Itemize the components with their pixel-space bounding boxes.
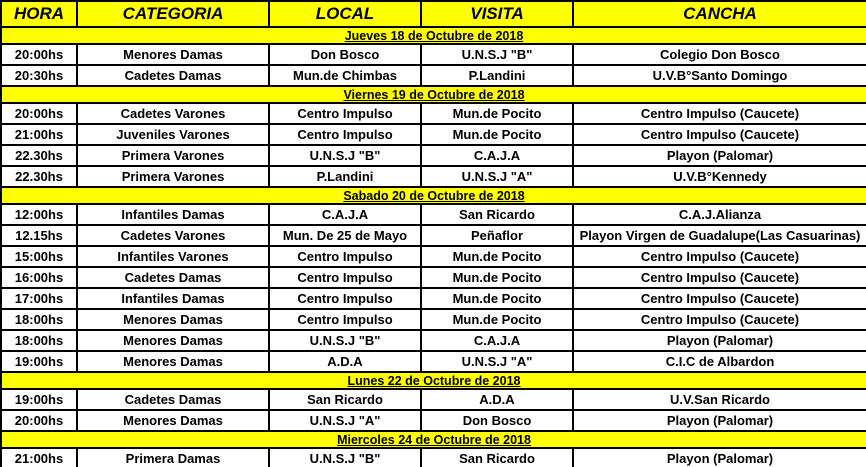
hora-cell: 19:00hs: [1, 389, 77, 410]
categoria-cell: Infantiles Damas: [77, 288, 269, 309]
cancha-cell: Playon (Palomar): [573, 448, 866, 467]
local-cell: Don Bosco: [269, 44, 421, 65]
visita-cell: U.N.S.J "A": [421, 351, 573, 372]
hora-cell: 12.15hs: [1, 225, 77, 246]
local-cell: U.N.S.J "A": [269, 410, 421, 431]
cancha-cell: U.V.San Ricardo: [573, 389, 866, 410]
local-cell: U.N.S.J "B": [269, 448, 421, 467]
match-row: [1, 246, 866, 267]
hora-cell: 12:00hs: [1, 204, 77, 225]
cancha-cell: Centro Impulso (Caucete): [573, 288, 866, 309]
visita-cell: C.A.J.A: [421, 145, 573, 166]
hora-cell: 21:00hs: [1, 124, 77, 145]
local-cell: Centro Impulso: [269, 124, 421, 145]
hora-cell: 20:00hs: [1, 44, 77, 65]
visita-cell: San Ricardo: [421, 204, 573, 225]
date-row-jueves-18: [1, 27, 866, 44]
column-header-visita: VISITA: [421, 1, 573, 27]
categoria-cell: Cadetes Varones: [77, 103, 269, 124]
local-cell: U.N.S.J "B": [269, 145, 421, 166]
match-row: [1, 124, 866, 145]
hora-cell: 20:00hs: [1, 410, 77, 431]
cancha-cell: Centro Impulso (Caucete): [573, 246, 866, 267]
visita-cell: Mun.de Pocito: [421, 267, 573, 288]
date-label: Sabado 20 de Octubre de 2018: [1, 187, 866, 204]
hora-cell: 20:30hs: [1, 65, 77, 86]
visita-cell: Mun.de Pocito: [421, 124, 573, 145]
cancha-cell: C.I.C de Albardon: [573, 351, 866, 372]
column-header-cancha: CANCHA: [573, 1, 866, 27]
hora-cell: 17:00hs: [1, 288, 77, 309]
local-cell: San Ricardo: [269, 389, 421, 410]
visita-cell: U.N.S.J "A": [421, 166, 573, 187]
categoria-cell: Cadetes Damas: [77, 389, 269, 410]
local-cell: Mun.de Chimbas: [269, 65, 421, 86]
cancha-cell: U.V.B°Kennedy: [573, 166, 866, 187]
date-row-lunes-22: [1, 372, 866, 389]
visita-cell: Mun.de Pocito: [421, 309, 573, 330]
visita-cell: A.D.A: [421, 389, 573, 410]
cancha-cell: Centro Impulso (Caucete): [573, 103, 866, 124]
categoria-cell: Cadetes Varones: [77, 225, 269, 246]
date-label: Jueves 18 de Octubre de 2018: [1, 27, 866, 44]
match-row: [1, 448, 866, 467]
hora-cell: 19:00hs: [1, 351, 77, 372]
match-row: [1, 166, 866, 187]
categoria-cell: Menores Damas: [77, 351, 269, 372]
visita-cell: Mun.de Pocito: [421, 246, 573, 267]
date-label: Viernes 19 de Octubre de 2018: [1, 86, 866, 103]
table-header: [1, 1, 866, 27]
local-cell: Centro Impulso: [269, 267, 421, 288]
cancha-cell: U.V.B°Santo Domingo: [573, 65, 866, 86]
categoria-cell: Menores Damas: [77, 410, 269, 431]
local-cell: Mun. De 25 de Mayo: [269, 225, 421, 246]
local-cell: A.D.A: [269, 351, 421, 372]
match-row: [1, 410, 866, 431]
visita-cell: U.N.S.J "B": [421, 44, 573, 65]
header-row: [1, 1, 866, 27]
visita-cell: Don Bosco: [421, 410, 573, 431]
match-row: [1, 145, 866, 166]
local-cell: C.A.J.A: [269, 204, 421, 225]
match-row: [1, 330, 866, 351]
cancha-cell: Playon Virgen de Guadalupe(Las Casuarinas): [573, 225, 866, 246]
visita-cell: Mun.de Pocito: [421, 103, 573, 124]
match-row: [1, 65, 866, 86]
categoria-cell: Juveniles Varones: [77, 124, 269, 145]
match-row: [1, 225, 866, 246]
date-row-miercoles-24: [1, 431, 866, 448]
hora-cell: 22.30hs: [1, 166, 77, 187]
categoria-cell: Infantiles Damas: [77, 204, 269, 225]
hora-cell: 22.30hs: [1, 145, 77, 166]
cancha-cell: Playon (Palomar): [573, 145, 866, 166]
match-row: [1, 204, 866, 225]
cancha-cell: Playon (Palomar): [573, 330, 866, 351]
cancha-cell: C.A.J.Alianza: [573, 204, 866, 225]
cancha-cell: Centro Impulso (Caucete): [573, 309, 866, 330]
date-label: Miercoles 24 de Octubre de 2018: [1, 431, 866, 448]
match-row: [1, 44, 866, 65]
local-cell: U.N.S.J "B": [269, 330, 421, 351]
column-header-hora: HORA: [1, 1, 77, 27]
categoria-cell: Primera Varones: [77, 145, 269, 166]
hora-cell: 15:00hs: [1, 246, 77, 267]
match-row: [1, 351, 866, 372]
visita-cell: Mun.de Pocito: [421, 288, 573, 309]
date-label: Lunes 22 de Octubre de 2018: [1, 372, 866, 389]
visita-cell: Peñaflor: [421, 225, 573, 246]
match-row: [1, 103, 866, 124]
visita-cell: P.Landini: [421, 65, 573, 86]
local-cell: P.Landini: [269, 166, 421, 187]
cancha-cell: Centro Impulso (Caucete): [573, 124, 866, 145]
match-row: [1, 309, 866, 330]
cancha-cell: Centro Impulso (Caucete): [573, 267, 866, 288]
column-header-local: LOCAL: [269, 1, 421, 27]
local-cell: Centro Impulso: [269, 309, 421, 330]
date-row-viernes-19: [1, 86, 866, 103]
categoria-cell: Cadetes Damas: [77, 65, 269, 86]
categoria-cell: Menores Damas: [77, 44, 269, 65]
categoria-cell: Menores Damas: [77, 309, 269, 330]
hora-cell: 18:00hs: [1, 309, 77, 330]
categoria-cell: Infantiles Varones: [77, 246, 269, 267]
categoria-cell: Primera Varones: [77, 166, 269, 187]
cancha-cell: Playon (Palomar): [573, 410, 866, 431]
column-header-categoria: CATEGORIA: [77, 1, 269, 27]
date-row-sabado-20: [1, 187, 866, 204]
local-cell: Centro Impulso: [269, 288, 421, 309]
visita-cell: San Ricardo: [421, 448, 573, 467]
hora-cell: 18:00hs: [1, 330, 77, 351]
categoria-cell: Primera Damas: [77, 448, 269, 467]
hora-cell: 21:00hs: [1, 448, 77, 467]
hora-cell: 16:00hs: [1, 267, 77, 288]
categoria-cell: Cadetes Damas: [77, 267, 269, 288]
local-cell: Centro Impulso: [269, 103, 421, 124]
cancha-cell: Colegio Don Bosco: [573, 44, 866, 65]
match-row: [1, 288, 866, 309]
match-row: [1, 389, 866, 410]
local-cell: Centro Impulso: [269, 246, 421, 267]
visita-cell: C.A.J.A: [421, 330, 573, 351]
categoria-cell: Menores Damas: [77, 330, 269, 351]
match-row: [1, 267, 866, 288]
hora-cell: 20:00hs: [1, 103, 77, 124]
